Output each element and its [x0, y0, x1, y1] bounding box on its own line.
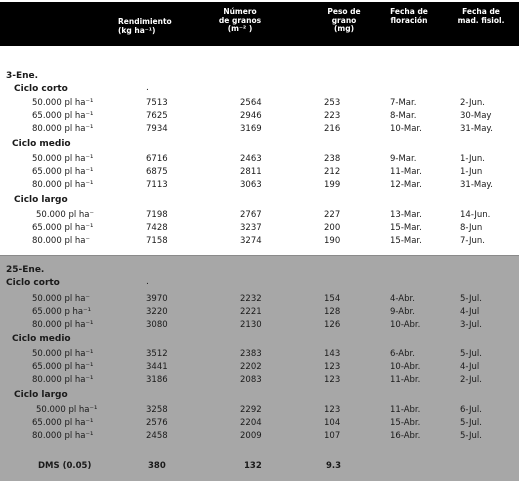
cell-rendimiento: 6875	[146, 167, 168, 177]
cell-floracion: 15-Mar.	[390, 223, 422, 233]
row-label: 65.000 pl ha⁻¹	[32, 418, 94, 428]
group-title: Ciclo corto	[14, 84, 68, 94]
row-label: 80.000 pl ha⁻¹	[32, 180, 94, 190]
table-row	[0, 235, 519, 248]
cell-rendimiento: 7513	[146, 98, 168, 108]
row-label: 50.000 pl ha⁻	[32, 294, 90, 304]
cell-rendimiento: 7198	[146, 210, 168, 220]
dms-granos: 132	[244, 461, 262, 471]
cell-granos: 2009	[240, 431, 262, 441]
table-row	[0, 110, 519, 123]
row-label: 50.000 pl ha⁻¹	[32, 349, 94, 359]
cell-madurez: 2-Jun.	[460, 98, 485, 108]
cell-peso: 126	[324, 320, 341, 330]
cell-madurez: 1-Jun.	[460, 154, 485, 164]
cell-madurez: 1-Jun	[460, 167, 483, 177]
cell-madurez: 2-Jul.	[460, 375, 482, 385]
table-row	[0, 319, 519, 332]
cell-granos: 2946	[240, 111, 262, 121]
header-fecha-floracion: Fecha de floración	[390, 7, 428, 25]
cell-floracion: 11-Mar.	[390, 167, 422, 177]
table-row	[0, 153, 519, 166]
dot-mark: .	[146, 277, 149, 287]
row-label: 50.000 pl ha⁻	[36, 210, 94, 220]
cell-granos: 3274	[240, 236, 262, 246]
table-row	[0, 404, 519, 417]
row-label: 65.000 p ha⁻¹	[32, 307, 92, 317]
row-label: 65.000 pl ha⁻¹	[32, 223, 94, 233]
cell-madurez: 6-Jul.	[460, 405, 482, 415]
cell-madurez: 4-Jul	[460, 362, 480, 372]
cell-granos: 2221	[240, 307, 262, 317]
cell-floracion: 10-Mar.	[390, 124, 422, 134]
cell-granos: 3169	[240, 124, 262, 134]
cell-rendimiento: 3258	[146, 405, 168, 415]
cell-peso: 143	[324, 349, 341, 359]
cell-floracion: 9-Abr.	[390, 307, 415, 317]
cell-peso: 253	[324, 98, 341, 108]
cell-madurez: 14-Jun.	[460, 210, 491, 220]
group-title: Ciclo largo	[14, 390, 68, 400]
row-label: 50.000 pl ha⁻¹	[32, 98, 94, 108]
cell-rendimiento: 7158	[146, 236, 168, 246]
cell-granos: 2564	[240, 98, 262, 108]
table-row	[0, 179, 519, 192]
cell-floracion: 15-Abr.	[390, 418, 421, 428]
cell-granos: 2383	[240, 349, 262, 359]
cell-rendimiento: 3970	[146, 294, 168, 304]
section-title: 3-Ene.	[6, 71, 39, 81]
table-row	[0, 293, 519, 306]
cell-peso: 123	[324, 375, 341, 385]
table-header	[0, 2, 519, 46]
row-label: 65.000 pl ha⁻¹	[32, 167, 94, 177]
cell-granos: 2811	[240, 167, 262, 177]
cell-floracion: 11-Abr.	[390, 405, 421, 415]
table-row	[0, 97, 519, 110]
cell-peso: 227	[324, 210, 341, 220]
cell-floracion: 4-Abr.	[390, 294, 415, 304]
cell-peso: 104	[324, 418, 341, 428]
cell-madurez: 4-Jul	[460, 307, 480, 317]
group-title: Ciclo medio	[12, 139, 71, 149]
row-label: 80.000 pl ha⁻¹	[32, 431, 94, 441]
cell-granos: 2292	[240, 405, 262, 415]
row-label: 80.000 pl ha⁻¹	[32, 124, 94, 134]
section-title: 25-Ene.	[6, 265, 45, 275]
cell-floracion: 8-Mar.	[390, 111, 417, 121]
header-rendimiento: Rendimiento (kg ha⁻¹)	[118, 17, 172, 35]
cell-madurez: 7-Jun.	[460, 236, 485, 246]
cell-granos: 2130	[240, 320, 262, 330]
cell-floracion: 12-Mar.	[390, 180, 422, 190]
cell-granos: 3063	[240, 180, 262, 190]
dms-rendimiento: 380	[148, 461, 166, 471]
cell-rendimiento: 7625	[146, 111, 168, 121]
cell-rendimiento: 7113	[146, 180, 168, 190]
cell-peso: 123	[324, 405, 341, 415]
cell-rendimiento: 3080	[146, 320, 168, 330]
cell-rendimiento: 7934	[146, 124, 168, 134]
cell-granos: 2204	[240, 418, 262, 428]
table-row	[0, 123, 519, 136]
cell-peso: 128	[324, 307, 341, 317]
cell-floracion: 10-Abr.	[390, 320, 421, 330]
cell-floracion: 9-Mar.	[390, 154, 417, 164]
cell-rendimiento: 7428	[146, 223, 168, 233]
cell-madurez: 5-Jul.	[460, 418, 482, 428]
cell-granos: 2232	[240, 294, 262, 304]
table-row	[0, 374, 519, 387]
group-title: Ciclo largo	[14, 195, 68, 205]
row-label: 80.000 pl ha⁻	[32, 236, 90, 246]
row-label: 65.000 pl ha⁻¹	[32, 111, 94, 121]
header-peso-grano: Peso de grano (mg)	[327, 7, 361, 33]
row-label: 50.000 pl ha⁻¹	[32, 154, 94, 164]
table-row	[0, 222, 519, 235]
cell-floracion: 6-Abr.	[390, 349, 415, 359]
row-label: 80.000 pl ha⁻¹	[32, 320, 94, 330]
cell-rendimiento: 2458	[146, 431, 168, 441]
cell-madurez: 8-Jun	[460, 223, 483, 233]
cell-madurez: 31-May.	[460, 124, 493, 134]
cell-peso: 238	[324, 154, 341, 164]
cell-madurez: 5-Jul.	[460, 294, 482, 304]
cell-peso: 154	[324, 294, 341, 304]
cell-rendimiento: 3512	[146, 349, 168, 359]
cell-madurez: 5-Jul.	[460, 349, 482, 359]
cell-peso: 223	[324, 111, 341, 121]
dms-peso: 9.3	[326, 461, 342, 471]
cell-rendimiento: 3220	[146, 307, 168, 317]
cell-granos: 2463	[240, 154, 262, 164]
group-title: Ciclo medio	[12, 334, 71, 344]
table-row	[0, 417, 519, 430]
table-row	[0, 166, 519, 179]
cell-madurez: 5-Jul.	[460, 431, 482, 441]
row-label: 50.000 pl ha⁻¹	[36, 405, 98, 415]
table-row	[0, 348, 519, 361]
table-row	[0, 361, 519, 374]
cell-floracion: 16-Abr.	[390, 431, 421, 441]
cell-granos: 3237	[240, 223, 262, 233]
table-row	[0, 430, 519, 443]
cell-rendimiento: 3186	[146, 375, 168, 385]
cell-floracion: 11-Abr.	[390, 375, 421, 385]
table-row	[0, 306, 519, 319]
cell-floracion: 10-Abr.	[390, 362, 421, 372]
cell-peso: 199	[324, 180, 341, 190]
row-label: 80.000 pl ha⁻¹	[32, 375, 94, 385]
table-row	[0, 209, 519, 222]
row-label: 65.000 pl ha⁻¹	[32, 362, 94, 372]
cell-rendimiento: 3441	[146, 362, 168, 372]
dms-row	[0, 460, 519, 473]
cell-rendimiento: 2576	[146, 418, 168, 428]
cell-floracion: 13-Mar.	[390, 210, 422, 220]
cell-peso: 200	[324, 223, 341, 233]
group-title: Ciclo corto	[6, 278, 60, 288]
cell-granos: 2202	[240, 362, 262, 372]
cell-madurez: 31-May.	[460, 180, 493, 190]
cell-madurez: 3-Jul.	[460, 320, 482, 330]
cell-granos: 2083	[240, 375, 262, 385]
cell-floracion: 7-Mar.	[390, 98, 417, 108]
cell-peso: 107	[324, 431, 341, 441]
dms-label: DMS (0.05)	[38, 461, 92, 471]
cell-peso: 216	[324, 124, 341, 134]
cell-madurez: 30-May	[460, 111, 492, 121]
cell-peso: 190	[324, 236, 341, 246]
header-numero-granos: Número de granos (m⁻² )	[218, 7, 262, 33]
cell-rendimiento: 6716	[146, 154, 168, 164]
header-fecha-madurez: Fecha de mad. fisiol.	[457, 7, 505, 25]
dot-mark: .	[146, 83, 149, 93]
cell-granos: 2767	[240, 210, 262, 220]
cell-floracion: 15-Mar.	[390, 236, 422, 246]
cell-peso: 212	[324, 167, 341, 177]
cell-peso: 123	[324, 362, 341, 372]
